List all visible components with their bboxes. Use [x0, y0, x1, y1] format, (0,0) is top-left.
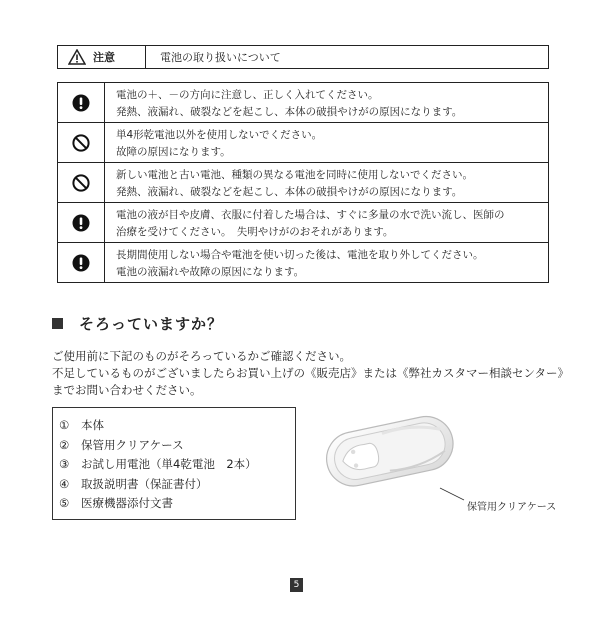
item-label: 保管用クリアケース [81, 437, 184, 452]
item-number: ④ [59, 476, 70, 491]
warning-line: 発熱、液漏れ、破裂などを起こし、本体の破損やけがの原因になります。 [116, 106, 463, 118]
intro-text [52, 348, 569, 399]
contents-list [52, 407, 296, 520]
item-label: お試し用電池（単4乾電池 2本） [81, 457, 257, 471]
caution-header [57, 45, 549, 69]
warning-row [58, 202, 548, 242]
warning-line: 治療を受けてください。 失明やけがのおそれがあります。 [116, 226, 394, 238]
section-heading [52, 313, 223, 334]
square-bullet-icon [52, 318, 63, 329]
intro-line: までお問い合わせください。 [52, 383, 202, 397]
warning-row [58, 122, 548, 162]
caution-label: 注意 [93, 51, 115, 64]
prohibition-icon [58, 123, 105, 162]
item-label: 医療機器添付文書 [81, 496, 173, 510]
item-number: ② [59, 437, 70, 452]
clear-case-illustration [316, 402, 466, 502]
page-number: 5 [290, 578, 303, 592]
item-number: ⑤ [59, 496, 70, 510]
warning-line: 電池の液漏れや故障の原因になります。 [116, 266, 305, 278]
contents-item [59, 475, 295, 495]
warning-line: 新しい電池と古い電池、種類の異なる電池を同時に使用しないでください。 [116, 169, 473, 181]
item-label: 本体 [81, 418, 104, 432]
item-number: ③ [59, 457, 70, 471]
warning-text [105, 203, 548, 242]
warning-row [58, 83, 548, 122]
warning-row [58, 242, 548, 282]
warning-text [105, 123, 548, 162]
exclamation-icon [58, 203, 105, 242]
warning-text [105, 163, 548, 202]
warning-text [105, 83, 548, 122]
intro-line: 不足しているものがございましたらお買い上げの《販売店》または《弊社カスタマー相談センター》 [52, 366, 570, 380]
warning-line: 電池の＋、－の方向に注意し、正しく入れてください。 [116, 89, 379, 101]
warning-line: 単4形乾電池以外を使用しないでください。 [116, 129, 323, 141]
item-label: 取扱説明書（保証書付） [81, 476, 208, 491]
case-label: 保管用クリアケース [467, 502, 557, 513]
intro-line: ご使用前に下記のものがそろっているかご確認ください。 [52, 349, 351, 363]
caution-label-cell [58, 46, 146, 68]
warning-line: 長期間使用しない場合や電池を使い切った後は、電池を取り外してください。 [116, 249, 484, 261]
contents-item [59, 436, 295, 456]
warning-line: 発熱、液漏れ、破裂などを起こし、本体の破損やけがの原因になります。 [116, 186, 463, 198]
warning-line: 故障の原因になります。 [116, 146, 231, 158]
exclamation-icon [58, 243, 105, 282]
warning-table [57, 82, 549, 283]
contents-item [59, 455, 295, 475]
warning-triangle-icon [68, 49, 86, 65]
prohibition-icon [58, 163, 105, 202]
section-title: そろっていますか？ [79, 315, 224, 333]
item-number: ① [59, 418, 70, 432]
contents-item [59, 416, 295, 436]
caution-title: 電池の取り扱いについて [160, 51, 281, 64]
warning-line: 電池の液が目や皮膚、衣服に付着した場合は、すぐに多量の水で洗い流し、医師の [116, 209, 505, 221]
warning-text [105, 243, 548, 282]
warning-row [58, 162, 548, 202]
contents-item [59, 494, 295, 514]
exclamation-icon [58, 83, 105, 122]
